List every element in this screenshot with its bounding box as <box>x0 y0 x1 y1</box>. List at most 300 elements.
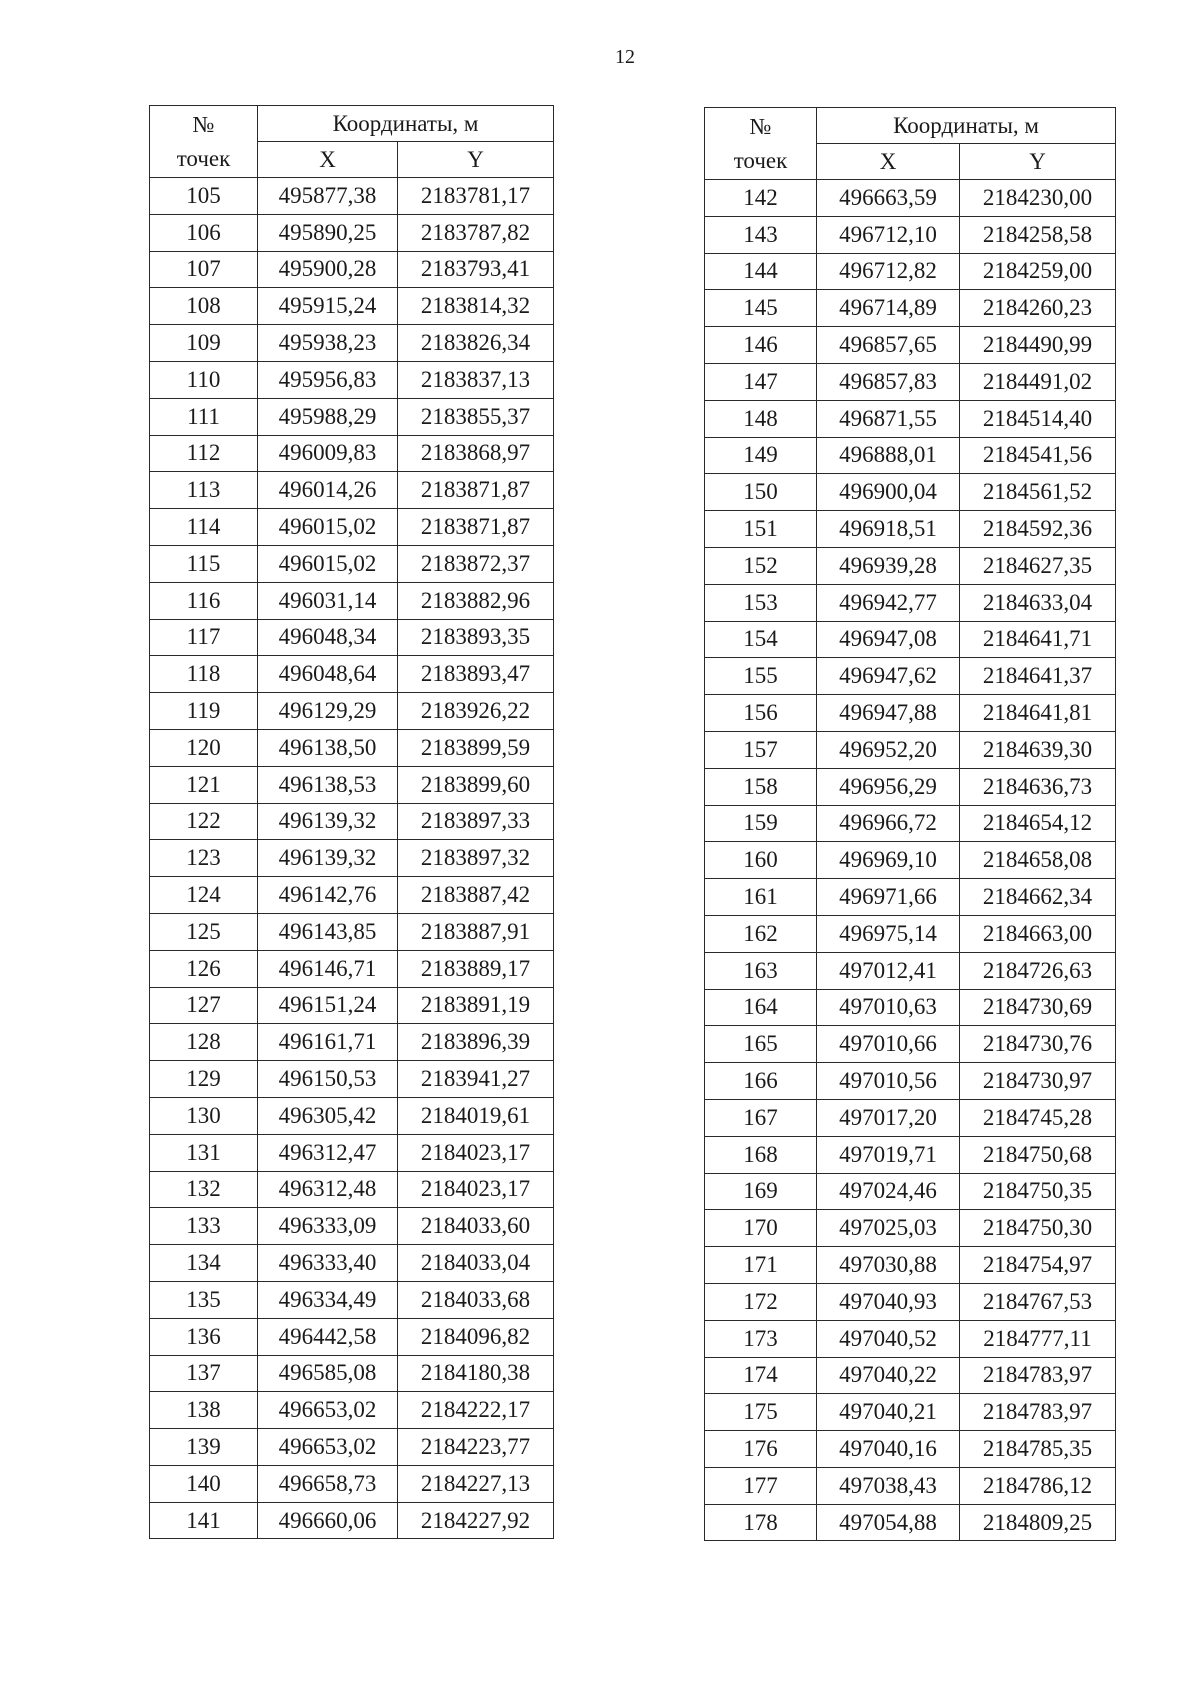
point-number-cell: 122 <box>150 803 258 840</box>
coordinates-header: Координаты, м <box>258 106 554 142</box>
y-coordinate-cell: 2184023,17 <box>398 1171 554 1208</box>
y-coordinate-cell: 2183781,17 <box>398 178 554 215</box>
x-coordinate-cell: 497040,16 <box>817 1431 960 1468</box>
y-coordinate-cell: 2184633,04 <box>960 584 1116 621</box>
x-coordinate-cell: 496871,55 <box>817 400 960 437</box>
table-row <box>705 1026 1116 1063</box>
y-coordinate-cell: 2184033,60 <box>398 1208 554 1245</box>
table-row <box>705 1431 1116 1468</box>
table-row <box>150 1208 554 1245</box>
x-coordinate-cell: 496712,10 <box>817 216 960 253</box>
table-row <box>150 288 554 325</box>
y-coordinate-cell: 2184641,37 <box>960 658 1116 695</box>
point-number-cell: 105 <box>150 178 258 215</box>
y-coordinate-cell: 2184754,97 <box>960 1247 1116 1284</box>
point-number-cell: 120 <box>150 729 258 766</box>
x-coordinate-cell: 496334,49 <box>258 1281 398 1318</box>
y-coordinate-cell: 2183826,34 <box>398 325 554 362</box>
point-number-cell: 133 <box>150 1208 258 1245</box>
point-number-cell: 178 <box>705 1504 817 1541</box>
x-coordinate-cell: 496966,72 <box>817 805 960 842</box>
y-coordinate-cell: 2183891,19 <box>398 987 554 1024</box>
y-coordinate-cell: 2184750,30 <box>960 1210 1116 1247</box>
point-number-cell: 159 <box>705 805 817 842</box>
point-number-cell: 161 <box>705 879 817 916</box>
y-coordinate-cell: 2183793,41 <box>398 251 554 288</box>
table-row <box>150 1355 554 1392</box>
point-number-cell: 140 <box>150 1465 258 1502</box>
point-number-cell: 170 <box>705 1210 817 1247</box>
x-coordinate-cell: 496312,47 <box>258 1134 398 1171</box>
y-coordinate-cell: 2183926,22 <box>398 693 554 730</box>
table-row <box>705 437 1116 474</box>
table-row <box>705 915 1116 952</box>
points-label: точек <box>733 147 788 173</box>
x-coordinate-cell: 497040,93 <box>817 1283 960 1320</box>
table-row <box>150 1245 554 1282</box>
y-coordinate-cell: 2183837,13 <box>398 361 554 398</box>
point-number-cell: 167 <box>705 1099 817 1136</box>
y-coordinate-cell: 2183871,87 <box>398 472 554 509</box>
table-body-right <box>705 180 1116 1541</box>
table-row <box>705 658 1116 695</box>
table-row <box>150 950 554 987</box>
x-coordinate-cell: 496585,08 <box>258 1355 398 1392</box>
y-coordinate-cell: 2183872,37 <box>398 545 554 582</box>
table-row <box>705 1099 1116 1136</box>
table-row <box>705 1467 1116 1504</box>
table-row <box>705 1320 1116 1357</box>
point-number-cell: 177 <box>705 1467 817 1504</box>
x-coordinate-cell: 496151,24 <box>258 987 398 1024</box>
x-coordinate-cell: 497054,88 <box>817 1504 960 1541</box>
table-row <box>705 363 1116 400</box>
y-coordinate-cell: 2184260,23 <box>960 290 1116 327</box>
x-coordinate-cell: 497010,56 <box>817 1063 960 1100</box>
table-body-left <box>150 178 554 1539</box>
y-coordinate-cell: 2184096,82 <box>398 1318 554 1355</box>
table-row <box>705 1283 1116 1320</box>
table-row <box>150 1429 554 1466</box>
table-row <box>150 840 554 877</box>
table-row <box>150 1465 554 1502</box>
y-coordinate-cell: 2183899,60 <box>398 766 554 803</box>
point-number-cell: 121 <box>150 766 258 803</box>
x-coordinate-cell: 495900,28 <box>258 251 398 288</box>
table-row <box>150 877 554 914</box>
point-number-cell: 173 <box>705 1320 817 1357</box>
table-row <box>705 879 1116 916</box>
point-number-cell: 126 <box>150 950 258 987</box>
table-row <box>705 253 1116 290</box>
x-coordinate-cell: 496663,59 <box>817 180 960 217</box>
y-coordinate-cell: 2184783,97 <box>960 1394 1116 1431</box>
x-coordinate-cell: 496442,58 <box>258 1318 398 1355</box>
point-number-cell: 115 <box>150 545 258 582</box>
y-coordinate-cell: 2184726,63 <box>960 952 1116 989</box>
y-coordinate-cell: 2183882,96 <box>398 582 554 619</box>
point-number-cell: 142 <box>705 180 817 217</box>
table-row <box>705 1173 1116 1210</box>
table-row <box>150 1502 554 1539</box>
table-row <box>705 547 1116 584</box>
point-number-cell: 123 <box>150 840 258 877</box>
coordinates-header: Координаты, м <box>817 108 1116 144</box>
table-row <box>150 435 554 472</box>
x-coordinate-cell: 496009,83 <box>258 435 398 472</box>
point-number-cell: 152 <box>705 547 817 584</box>
y-coordinate-cell: 2184730,69 <box>960 989 1116 1026</box>
y-coordinate-cell: 2184783,97 <box>960 1357 1116 1394</box>
point-number-cell: 137 <box>150 1355 258 1392</box>
point-number-cell: 132 <box>150 1171 258 1208</box>
x-coordinate-cell: 496138,53 <box>258 766 398 803</box>
x-coordinate-cell: 496031,14 <box>258 582 398 619</box>
table-row <box>150 987 554 1024</box>
y-coordinate-cell: 2184641,81 <box>960 695 1116 732</box>
y-coordinate-cell: 2184222,17 <box>398 1392 554 1429</box>
point-number-cell: 106 <box>150 214 258 251</box>
x-coordinate-cell: 496658,73 <box>258 1465 398 1502</box>
point-number-cell: 113 <box>150 472 258 509</box>
y-coordinate-cell: 2184785,35 <box>960 1431 1116 1468</box>
y-coordinate-cell: 2184809,25 <box>960 1504 1116 1541</box>
table-row <box>705 216 1116 253</box>
x-coordinate-cell: 496975,14 <box>817 915 960 952</box>
x-coordinate-cell: 495915,24 <box>258 288 398 325</box>
x-coordinate-cell: 496129,29 <box>258 693 398 730</box>
y-coordinate-cell: 2183899,59 <box>398 729 554 766</box>
point-number-cell: 116 <box>150 582 258 619</box>
y-coordinate-cell: 2184750,35 <box>960 1173 1116 1210</box>
y-coordinate-cell: 2184730,97 <box>960 1063 1116 1100</box>
point-number-cell: 125 <box>150 913 258 950</box>
x-coordinate-cell: 496653,02 <box>258 1392 398 1429</box>
y-coordinate-cell: 2183941,27 <box>398 1061 554 1098</box>
x-coordinate-cell: 497012,41 <box>817 952 960 989</box>
x-coordinate-cell: 496712,82 <box>817 253 960 290</box>
table-row <box>150 766 554 803</box>
table-row <box>705 400 1116 437</box>
table-row <box>150 729 554 766</box>
y-coordinate-cell: 2184750,68 <box>960 1136 1116 1173</box>
table-row <box>150 398 554 435</box>
table-row <box>705 180 1116 217</box>
y-coordinate-cell: 2184223,77 <box>398 1429 554 1466</box>
y-coordinate-cell: 2184636,73 <box>960 768 1116 805</box>
point-number-header <box>150 106 258 178</box>
point-number-cell: 144 <box>705 253 817 290</box>
table-row <box>705 768 1116 805</box>
x-coordinate-cell: 497024,46 <box>817 1173 960 1210</box>
table-row <box>150 214 554 251</box>
table-row <box>150 251 554 288</box>
point-number-cell: 165 <box>705 1026 817 1063</box>
page-number: 12 <box>615 46 635 68</box>
x-coordinate-cell: 497030,88 <box>817 1247 960 1284</box>
point-number-cell: 163 <box>705 952 817 989</box>
y-coordinate-cell: 2184033,68 <box>398 1281 554 1318</box>
x-coordinate-cell: 496048,34 <box>258 619 398 656</box>
point-number-cell: 151 <box>705 511 817 548</box>
x-coordinate-cell: 496942,77 <box>817 584 960 621</box>
x-coordinate-cell: 496947,88 <box>817 695 960 732</box>
x-coordinate-cell: 496956,29 <box>817 768 960 805</box>
x-coordinate-cell: 496305,42 <box>258 1097 398 1134</box>
x-coordinate-cell: 497010,66 <box>817 1026 960 1063</box>
table-row <box>705 1504 1116 1541</box>
coordinates-table-left <box>149 105 554 1539</box>
y-coordinate-cell: 2184592,36 <box>960 511 1116 548</box>
y-column-header: Y <box>398 142 554 178</box>
x-coordinate-cell: 497019,71 <box>817 1136 960 1173</box>
x-coordinate-cell: 496139,32 <box>258 803 398 840</box>
x-coordinate-cell: 496969,10 <box>817 842 960 879</box>
x-coordinate-cell: 495938,23 <box>258 325 398 362</box>
y-coordinate-cell: 2184180,38 <box>398 1355 554 1392</box>
point-number-cell: 124 <box>150 877 258 914</box>
table-row <box>705 1136 1116 1173</box>
y-coordinate-cell: 2184227,92 <box>398 1502 554 1539</box>
x-column-header: X <box>817 144 960 180</box>
table-row <box>150 178 554 215</box>
x-coordinate-cell: 496161,71 <box>258 1024 398 1061</box>
table-row <box>705 1210 1116 1247</box>
x-coordinate-cell: 496146,71 <box>258 950 398 987</box>
point-number-cell: 175 <box>705 1394 817 1431</box>
x-coordinate-cell: 496139,32 <box>258 840 398 877</box>
table-row <box>150 803 554 840</box>
point-number-cell: 107 <box>150 251 258 288</box>
y-coordinate-cell: 2184491,02 <box>960 363 1116 400</box>
x-coordinate-cell: 496947,08 <box>817 621 960 658</box>
table-row <box>150 1318 554 1355</box>
point-number-cell: 171 <box>705 1247 817 1284</box>
y-column-header: Y <box>960 144 1116 180</box>
y-coordinate-cell: 2184641,71 <box>960 621 1116 658</box>
table-row <box>705 511 1116 548</box>
y-coordinate-cell: 2184786,12 <box>960 1467 1116 1504</box>
x-coordinate-cell: 496150,53 <box>258 1061 398 1098</box>
point-number-cell: 149 <box>705 437 817 474</box>
point-number-cell: 138 <box>150 1392 258 1429</box>
table-row <box>150 361 554 398</box>
point-number-cell: 150 <box>705 474 817 511</box>
x-coordinate-cell: 496333,09 <box>258 1208 398 1245</box>
y-coordinate-cell: 2184019,61 <box>398 1097 554 1134</box>
x-coordinate-cell: 495877,38 <box>258 178 398 215</box>
point-number-cell: 166 <box>705 1063 817 1100</box>
x-coordinate-cell: 496015,02 <box>258 509 398 546</box>
point-number-cell: 176 <box>705 1431 817 1468</box>
y-coordinate-cell: 2183887,42 <box>398 877 554 914</box>
table-row <box>705 1063 1116 1100</box>
table-row <box>705 1357 1116 1394</box>
y-coordinate-cell: 2184023,17 <box>398 1134 554 1171</box>
x-coordinate-cell: 496660,06 <box>258 1502 398 1539</box>
x-coordinate-cell: 496143,85 <box>258 913 398 950</box>
y-coordinate-cell: 2184662,34 <box>960 879 1116 916</box>
point-number-cell: 172 <box>705 1283 817 1320</box>
point-number-cell: 109 <box>150 325 258 362</box>
y-coordinate-cell: 2184730,76 <box>960 1026 1116 1063</box>
point-number-cell: 128 <box>150 1024 258 1061</box>
x-coordinate-cell: 496888,01 <box>817 437 960 474</box>
point-number-cell: 112 <box>150 435 258 472</box>
table-row <box>705 584 1116 621</box>
point-number-cell: 146 <box>705 327 817 364</box>
table-row <box>705 731 1116 768</box>
point-number-cell: 127 <box>150 987 258 1024</box>
point-number-cell: 119 <box>150 693 258 730</box>
points-label: точек <box>176 145 231 171</box>
x-coordinate-cell: 496312,48 <box>258 1171 398 1208</box>
point-number-cell: 141 <box>150 1502 258 1539</box>
x-coordinate-cell: 497040,21 <box>817 1394 960 1431</box>
table-row <box>150 1171 554 1208</box>
table-row <box>150 656 554 693</box>
x-coordinate-cell: 496138,50 <box>258 729 398 766</box>
y-coordinate-cell: 2184627,35 <box>960 547 1116 584</box>
table-row <box>705 1247 1116 1284</box>
table-row <box>705 290 1116 327</box>
y-coordinate-cell: 2184561,52 <box>960 474 1116 511</box>
point-number-cell: 111 <box>150 398 258 435</box>
x-coordinate-cell: 496142,76 <box>258 877 398 914</box>
table-row <box>150 472 554 509</box>
table-row <box>705 621 1116 658</box>
x-coordinate-cell: 496048,64 <box>258 656 398 693</box>
y-coordinate-cell: 2183787,82 <box>398 214 554 251</box>
x-coordinate-cell: 497038,43 <box>817 1467 960 1504</box>
point-number-cell: 145 <box>705 290 817 327</box>
table-row <box>150 1097 554 1134</box>
point-number-cell: 162 <box>705 915 817 952</box>
point-number-cell: 168 <box>705 1136 817 1173</box>
point-number-cell: 117 <box>150 619 258 656</box>
point-number-cell: 164 <box>705 989 817 1026</box>
x-coordinate-cell: 497010,63 <box>817 989 960 1026</box>
point-number-cell: 174 <box>705 1357 817 1394</box>
y-coordinate-cell: 2184658,08 <box>960 842 1116 879</box>
x-coordinate-cell: 496015,02 <box>258 545 398 582</box>
x-coordinate-cell: 496900,04 <box>817 474 960 511</box>
y-coordinate-cell: 2183893,35 <box>398 619 554 656</box>
table-row <box>705 842 1116 879</box>
x-coordinate-cell: 495890,25 <box>258 214 398 251</box>
table-row <box>705 952 1116 989</box>
x-coordinate-cell: 496014,26 <box>258 472 398 509</box>
table-row <box>150 619 554 656</box>
y-coordinate-cell: 2184490,99 <box>960 327 1116 364</box>
x-coordinate-cell: 497040,52 <box>817 1320 960 1357</box>
y-coordinate-cell: 2184227,13 <box>398 1465 554 1502</box>
table-row <box>150 1392 554 1429</box>
point-number-cell: 131 <box>150 1134 258 1171</box>
table-row <box>150 509 554 546</box>
table-row <box>150 1061 554 1098</box>
table-row <box>705 989 1116 1026</box>
point-number-cell: 143 <box>705 216 817 253</box>
x-coordinate-cell: 495956,83 <box>258 361 398 398</box>
y-coordinate-cell: 2184745,28 <box>960 1099 1116 1136</box>
y-coordinate-cell: 2184514,40 <box>960 400 1116 437</box>
number-sign: № <box>749 113 772 139</box>
table-row <box>150 1134 554 1171</box>
y-coordinate-cell: 2184258,58 <box>960 216 1116 253</box>
point-number-cell: 134 <box>150 1245 258 1282</box>
point-number-header <box>705 108 817 180</box>
x-coordinate-cell: 496333,40 <box>258 1245 398 1282</box>
x-coordinate-cell: 496857,65 <box>817 327 960 364</box>
x-coordinate-cell: 497040,22 <box>817 1357 960 1394</box>
point-number-cell: 158 <box>705 768 817 805</box>
point-number-cell: 139 <box>150 1429 258 1466</box>
x-coordinate-cell: 496653,02 <box>258 1429 398 1466</box>
table-row <box>150 545 554 582</box>
y-coordinate-cell: 2183889,17 <box>398 950 554 987</box>
point-number-cell: 169 <box>705 1173 817 1210</box>
point-number-cell: 147 <box>705 363 817 400</box>
y-coordinate-cell: 2183887,91 <box>398 913 554 950</box>
x-coordinate-cell: 496939,28 <box>817 547 960 584</box>
x-coordinate-cell: 497017,20 <box>817 1099 960 1136</box>
table-row <box>150 582 554 619</box>
y-coordinate-cell: 2184541,56 <box>960 437 1116 474</box>
x-column-header: X <box>258 142 398 178</box>
y-coordinate-cell: 2183814,32 <box>398 288 554 325</box>
point-number-cell: 153 <box>705 584 817 621</box>
x-coordinate-cell: 496952,20 <box>817 731 960 768</box>
y-coordinate-cell: 2184663,00 <box>960 915 1116 952</box>
y-coordinate-cell: 2183893,47 <box>398 656 554 693</box>
point-number-cell: 154 <box>705 621 817 658</box>
point-number-cell: 156 <box>705 695 817 732</box>
point-number-cell: 130 <box>150 1097 258 1134</box>
point-number-cell: 136 <box>150 1318 258 1355</box>
table-row <box>150 913 554 950</box>
table-row <box>150 1281 554 1318</box>
x-coordinate-cell: 497025,03 <box>817 1210 960 1247</box>
y-coordinate-cell: 2184230,00 <box>960 180 1116 217</box>
y-coordinate-cell: 2183868,97 <box>398 435 554 472</box>
table-row <box>705 805 1116 842</box>
x-coordinate-cell: 496714,89 <box>817 290 960 327</box>
y-coordinate-cell: 2183897,33 <box>398 803 554 840</box>
x-coordinate-cell: 495988,29 <box>258 398 398 435</box>
point-number-cell: 108 <box>150 288 258 325</box>
coordinates-table-right <box>704 107 1116 1541</box>
x-coordinate-cell: 496857,83 <box>817 363 960 400</box>
y-coordinate-cell: 2184654,12 <box>960 805 1116 842</box>
point-number-cell: 157 <box>705 731 817 768</box>
point-number-cell: 118 <box>150 656 258 693</box>
y-coordinate-cell: 2184033,04 <box>398 1245 554 1282</box>
point-number-cell: 129 <box>150 1061 258 1098</box>
table-row <box>150 693 554 730</box>
y-coordinate-cell: 2183897,32 <box>398 840 554 877</box>
y-coordinate-cell: 2184259,00 <box>960 253 1116 290</box>
y-coordinate-cell: 2184777,11 <box>960 1320 1116 1357</box>
point-number-cell: 160 <box>705 842 817 879</box>
point-number-cell: 155 <box>705 658 817 695</box>
table-row <box>150 1024 554 1061</box>
y-coordinate-cell: 2183871,87 <box>398 509 554 546</box>
x-coordinate-cell: 496947,62 <box>817 658 960 695</box>
y-coordinate-cell: 2184639,30 <box>960 731 1116 768</box>
x-coordinate-cell: 496971,66 <box>817 879 960 916</box>
table-row <box>705 695 1116 732</box>
